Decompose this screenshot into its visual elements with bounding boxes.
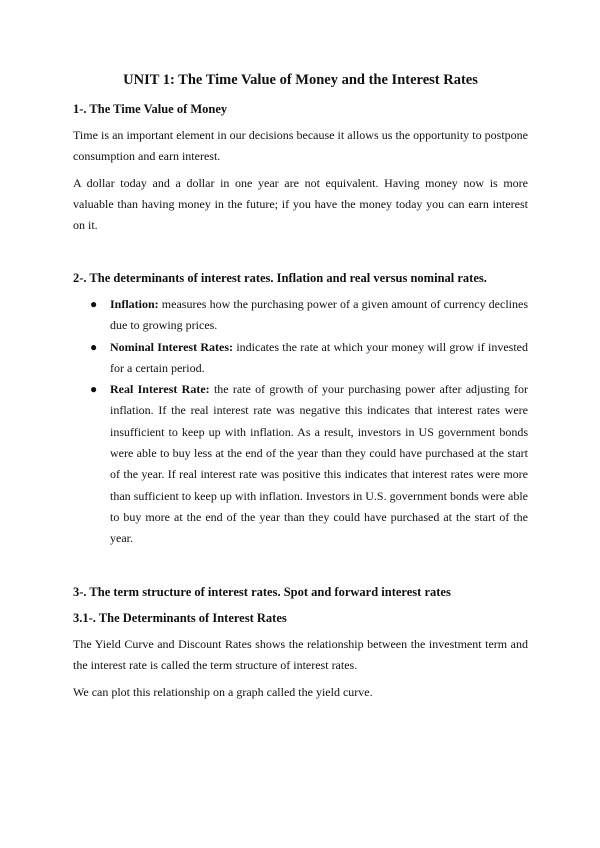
term: Nominal Interest Rates: [110,339,234,354]
section-3-1-heading: 3.1-. The Determinants of Interest Rates [73,610,287,625]
section-1-heading: 1-. The Time Value of Money [73,102,228,116]
section-3-paragraph-2: We can plot this relationship on a graph called the yield curve. [73,684,373,699]
list-item-inflation [90,294,528,337]
document-page [73,70,528,709]
bullet-icon: ● [90,297,98,311]
term: Inflation: [110,297,159,311]
bullet-icon: ● [90,339,98,354]
term: Real Interest Rate: [110,382,210,397]
section-1-paragraph-1: Time is an important element in our decisions because it allows us the opportunity to postpone consumption and earn interest. [73,128,528,163]
determinants-list [73,294,528,550]
section-2-heading: 2-. The determinants of interest rates. Inflation and real versus nominal rates. [73,271,487,285]
section-3-heading: 3-. The term structure of interest rates. Spot and forward interest rates [73,584,451,599]
definition: the rate of growth of your purchasing power after adjusting for inflation. If the real interest rate was negative this indicates that interest rates were insufficient to keep up with inflation. As a result, investors in US government bonds were able to buy less at the end of the year than they could have purchased at the start of the year. If real interest rate was positive this indicates that interest rates were more than sufficient to keep up with inflation. Investors in U.S. government bonds were able to buy more at the end of the year than they could have purchased at the start of the year. [110,382,528,546]
document-title: UNIT 1: The Time Value of Money and the Interest Rates [123,72,478,88]
section-3-paragraph-1: The Yield Curve and Discount Rates shows the relationship between the investment term and the interest rate is called the term structure of interest rates. [73,636,528,672]
list-item-real [90,379,528,549]
list-item-nominal [90,337,528,380]
bullet-icon: ● [90,382,98,397]
section-1-paragraph-2: A dollar today and a dollar in one year are not equivalent. Having money now is more valuable than having money in the future; if you have the money today you can earn interest on it. [73,176,528,232]
definition: measures how the purchasing power of a given amount of currency declines due to growing prices. [110,297,528,333]
definition: indicates the rate at which your money will grow if invested for a certain period. [110,339,528,375]
